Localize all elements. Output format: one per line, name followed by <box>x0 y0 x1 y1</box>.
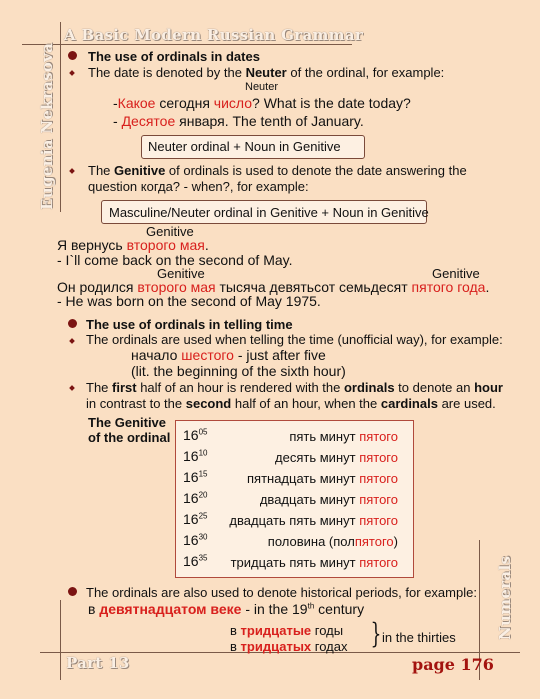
example-century <box>88 601 364 617</box>
superscript: th <box>307 601 315 611</box>
text: The <box>86 380 113 395</box>
example-time <box>131 347 326 363</box>
time-row-clock <box>183 532 207 548</box>
periods-bullet: The ordinals are also used to denote historical periods, for example: <box>86 585 477 600</box>
time-row-words <box>260 492 398 507</box>
highlight: пятого <box>359 492 398 507</box>
text: в <box>88 601 100 617</box>
time-row-clock <box>183 427 207 443</box>
neuter-note: Neuter <box>245 81 279 93</box>
first-bold: first <box>112 380 137 395</box>
thirties-translation: in the thirties <box>382 630 456 645</box>
time-bullet-2-line2 <box>86 396 496 411</box>
text: - in the 19 <box>241 601 308 617</box>
text: Я вернусь <box>57 237 127 253</box>
text: годы <box>311 623 344 638</box>
highlight: пятого <box>359 429 398 444</box>
example-time-translation: (lit. the beginning of the sixth hour) <box>131 363 346 379</box>
example-thirties-2 <box>230 639 348 654</box>
highlight: пятого <box>359 450 398 465</box>
cardinals-bold: cardinals <box>380 396 438 411</box>
text: - just after five <box>233 347 326 363</box>
bullet-dot-time <box>68 319 77 328</box>
time-row-words <box>289 429 398 444</box>
text: Он родился <box>57 279 138 295</box>
hour: 16 <box>183 448 199 464</box>
hour: 16 <box>183 553 199 569</box>
time-row-clock <box>183 553 207 569</box>
text: of ordinals is used to denote the date answering the <box>165 163 467 178</box>
highlight: пятого <box>359 471 398 486</box>
highlight: пятого <box>359 555 398 570</box>
minute: 05 <box>198 427 208 437</box>
second-bold: second <box>185 396 232 411</box>
formula-2: Masculine/Neuter ordinal in Genitive + Noun in Genitive <box>109 205 429 220</box>
text: - <box>113 113 122 129</box>
time-row-clock <box>183 469 207 485</box>
highlight: пятого <box>359 513 398 528</box>
formula-1: Neuter ordinal + Noun in Genitive <box>148 139 341 154</box>
text: half of an hour is rendered with the <box>136 380 344 395</box>
text: тридцать пять минут <box>230 555 360 570</box>
minute: 20 <box>198 490 208 500</box>
hour-bold: hour <box>474 380 503 395</box>
highlight: шестого <box>181 347 234 363</box>
bullet-diamond <box>69 338 75 344</box>
bullet-diamond <box>69 168 75 174</box>
ordinals-bold: ordinals <box>343 380 395 395</box>
text: пятнадцать минут <box>246 471 360 486</box>
highlight: девятнадцатом веке <box>99 601 242 617</box>
time-bullet-2 <box>86 380 503 395</box>
text: двадцать пять минут <box>229 513 360 528</box>
text: января. The tenth of January. <box>175 113 364 129</box>
bullet-dot-periods <box>68 587 77 596</box>
text: The date is denoted by the <box>88 65 246 80</box>
text: в <box>230 639 241 654</box>
genitive-note-1: Genitive <box>146 224 194 239</box>
time-heading: The use of ordinals in telling time <box>86 317 293 332</box>
text: половина (пол <box>267 534 355 549</box>
time-row-clock <box>183 511 207 527</box>
highlight: тридцатых <box>240 639 312 654</box>
genitive-bold: Genitive <box>114 163 166 178</box>
text: are used. <box>437 396 496 411</box>
text: to denote an <box>394 380 475 395</box>
text: двадцать минут <box>259 492 360 507</box>
text: of the ordinal, for example: <box>286 65 445 80</box>
example-date-answer <box>113 113 364 129</box>
highlight: второго мая <box>126 237 205 253</box>
text: half of an hour, when the <box>231 396 381 411</box>
highlight: Какое <box>117 95 156 111</box>
hour: 16 <box>183 490 199 506</box>
text: in contrast to the <box>86 396 186 411</box>
time-row-words <box>268 534 398 549</box>
minute: 30 <box>198 532 208 542</box>
hour: 16 <box>183 469 199 485</box>
hour: 16 <box>183 427 199 443</box>
text: . <box>485 279 490 295</box>
genitive-label-2: of the ordinal <box>88 430 171 445</box>
frame-bottom-left-line <box>60 600 61 680</box>
minute: 25 <box>198 511 208 521</box>
example-born-translation: - He was born on the second of May 1975. <box>57 293 321 309</box>
page-number: page 176 <box>412 655 494 674</box>
part-label: Part 13 <box>66 654 130 672</box>
genitive-note-3: Genitive <box>432 266 480 281</box>
time-bullet-1: The ordinals are used when telling the time (unofficial way), for example: <box>86 332 503 347</box>
highlight: пятого <box>354 534 394 549</box>
book-title: A Basic Modern Russian Grammar <box>64 26 364 44</box>
highlight: число <box>213 95 253 111</box>
example-return-translation: - I`ll come back on the second of May. <box>57 252 293 268</box>
bullet-dot-dates <box>68 51 77 60</box>
author-vertical: Eugenia Nekrasova <box>38 42 56 210</box>
highlight: второго мая <box>137 279 216 295</box>
genitive-note-2: Genitive <box>157 266 205 281</box>
minute: 35 <box>198 553 208 563</box>
example-return <box>57 237 209 253</box>
section-vertical: Numerals <box>496 555 514 640</box>
highlight: Десятое <box>121 113 176 129</box>
text: годах <box>311 639 348 654</box>
text: тысяча девятьсот семьдесят <box>215 279 412 295</box>
text: десять минут <box>275 450 360 465</box>
dates-bullet-2-line2: question когда? - when?, for example: <box>88 179 309 194</box>
text: начало <box>131 347 182 363</box>
dates-heading: The use of ordinals in dates <box>88 49 260 64</box>
time-row-words <box>247 471 398 486</box>
example-date-question <box>113 95 411 111</box>
text: - <box>113 95 118 111</box>
time-row-words <box>229 513 398 528</box>
time-row-words <box>275 450 398 465</box>
dates-bullet-2 <box>88 163 467 178</box>
text: ) <box>393 534 398 549</box>
text: The <box>88 163 115 178</box>
minute: 10 <box>198 448 208 458</box>
neuter-bold: Neuter <box>245 65 287 80</box>
text: century <box>314 601 365 617</box>
highlight: пятого года <box>411 279 486 295</box>
frame-top-line <box>22 44 352 45</box>
time-row-clock <box>183 490 207 506</box>
dates-bullet-1 <box>88 65 444 80</box>
text: ? What is the date today? <box>252 95 411 111</box>
frame-left-line <box>60 22 61 212</box>
example-thirties-1 <box>230 623 343 638</box>
hour: 16 <box>183 532 199 548</box>
brace: } <box>370 617 382 650</box>
text: в <box>230 623 241 638</box>
highlight: тридцатые <box>240 623 312 638</box>
text: пять минут <box>289 429 360 444</box>
minute: 15 <box>198 469 208 479</box>
bullet-diamond <box>69 70 75 76</box>
text: . <box>204 237 209 253</box>
text: сегодня <box>155 95 214 111</box>
genitive-label-1: The Genitive <box>88 415 167 430</box>
time-row-words <box>231 555 398 570</box>
hour: 16 <box>183 511 199 527</box>
bullet-diamond <box>69 385 75 391</box>
time-row-clock <box>183 448 207 464</box>
